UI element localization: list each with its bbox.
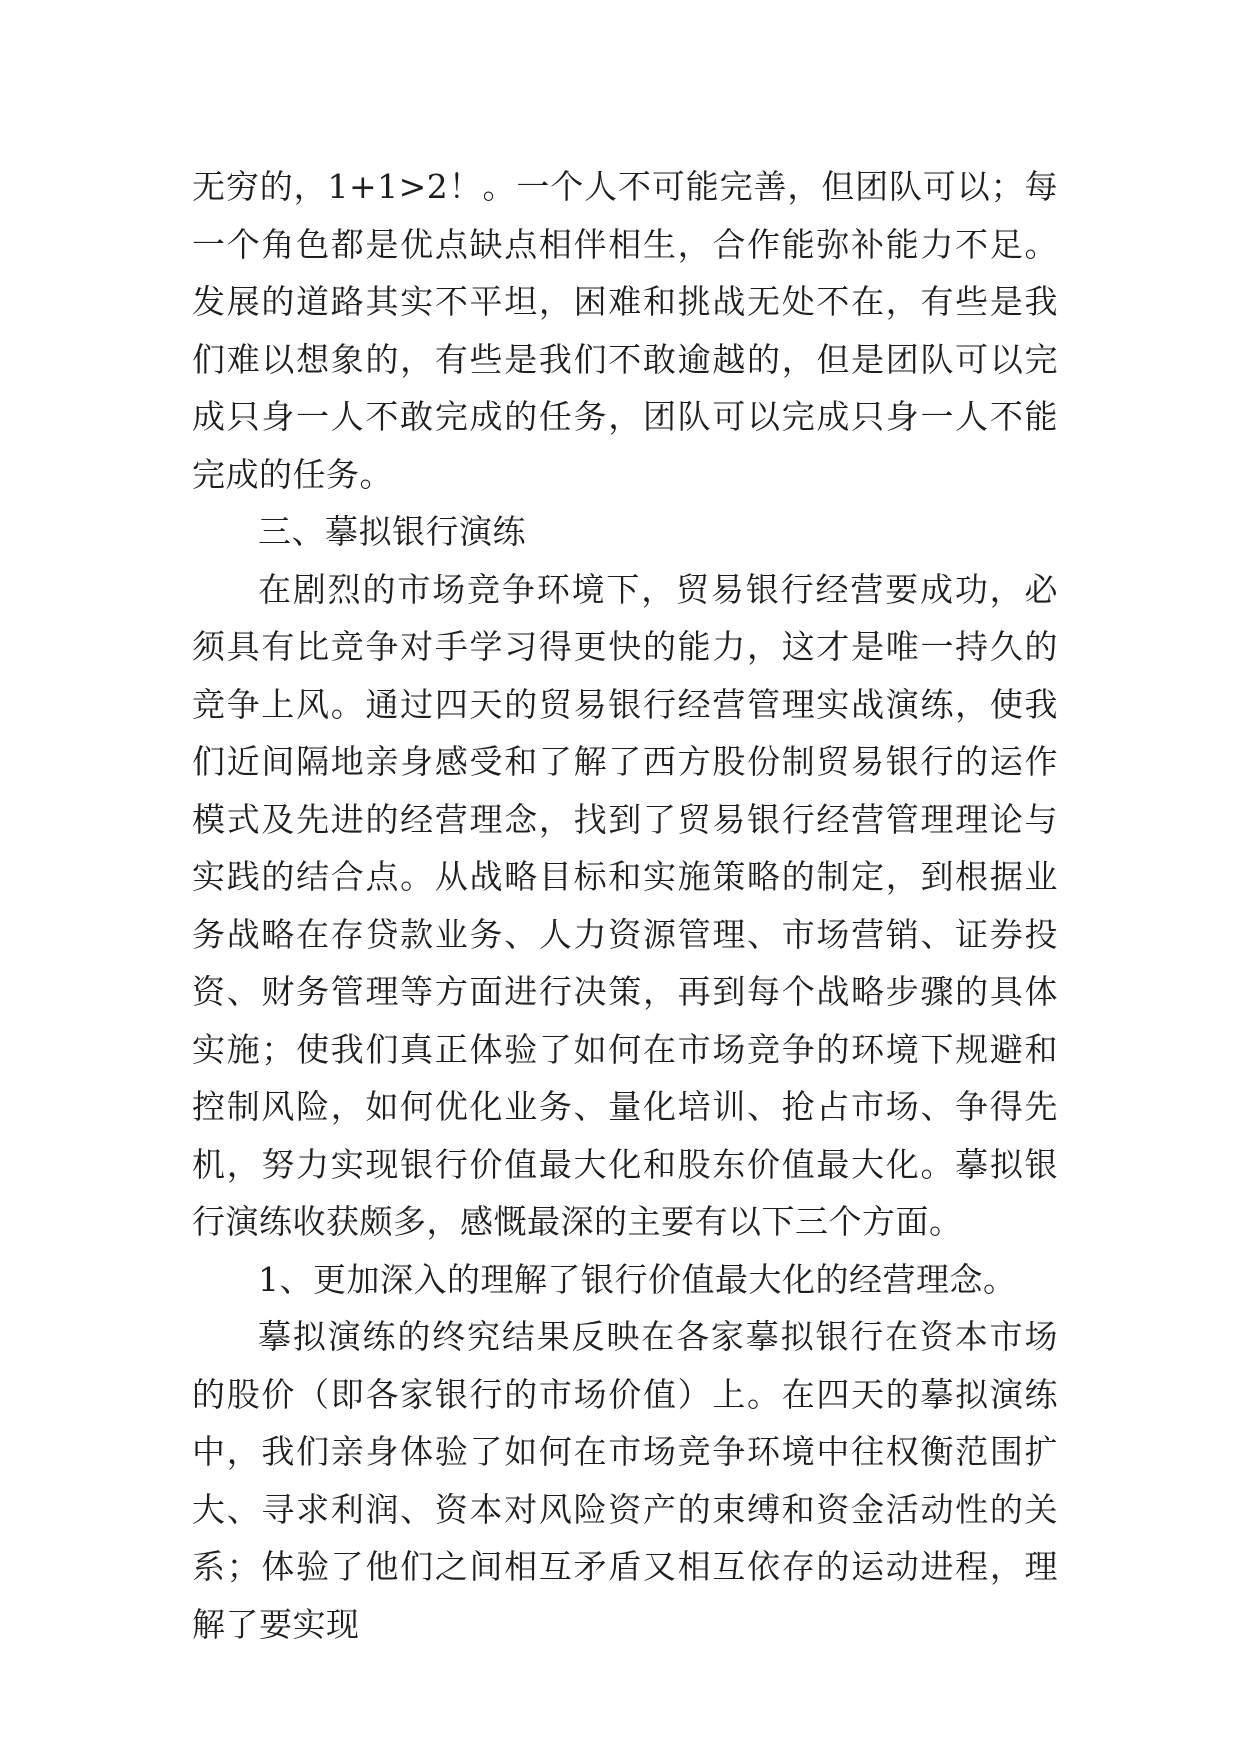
section-heading-simulated-bank: 三、摹拟银行演练 (258, 512, 526, 551)
paragraph-team-conclusion: 无穷的，1+1>2！。一个人不可能完善，但团队可以；每一个角色都是优点缺点相伴相生，合作能弥补能力不足。发展的道路其实不平坦，困难和挑战无处不在，有些是我们难以想象的，有些是我们不敢逾越的，但是团队可以完成只身一人不敢完成的任务，团队可以完成只身一人不能完成的任务。 (192, 167, 1058, 494)
subheading-value-maximization: 1、更加深入的理解了银行价值最大化的经营理念。 (258, 1259, 1017, 1299)
body-text (192, 158, 1058, 1653)
paragraph-competition: 在剧烈的市场竞争环境下，贸易银行经营要成功，必须具有比竞争对手学习得更快的能力，这才是唯一持久的竞争上风。通过四天的贸易银行经营管理实战演练，使我们近间隔地亲身感受和了解了西方股份制贸易银行的运作模式及先进的经营理念，找到了贸易银行经营管理理论与实践的结合点。从战略目标和实施策略的制定，到根据业务战略在存贷款业务、人力资源管理、市场营销、证券投资、财务管理等方面进行决策，再到每个战略步骤的具体实施；使我们真正体验了如何在市场竞争的环境下规避和控制风险，如何优化业务、量化培训、抢占市场、争得先机，努力实现银行价值最大化和股东价值最大化。摹拟银行演练收获颇多，感慨最深的主要有以下三个方面。 (192, 569, 1058, 1241)
paragraph-simulation-results: 摹拟演练的终究结果反映在各家摹拟银行在资本市场的股价（即各家银行的市场价值）上。在四天的摹拟演练中，我们亲身体验了如何在市场竞争环境中往权衡范围扩大、寻求利润、资本对风险资产的束缚和资金活动性的关系；体验了他们之间相互矛盾又相互依存的运动进程，理解了要实现 (192, 1317, 1058, 1644)
